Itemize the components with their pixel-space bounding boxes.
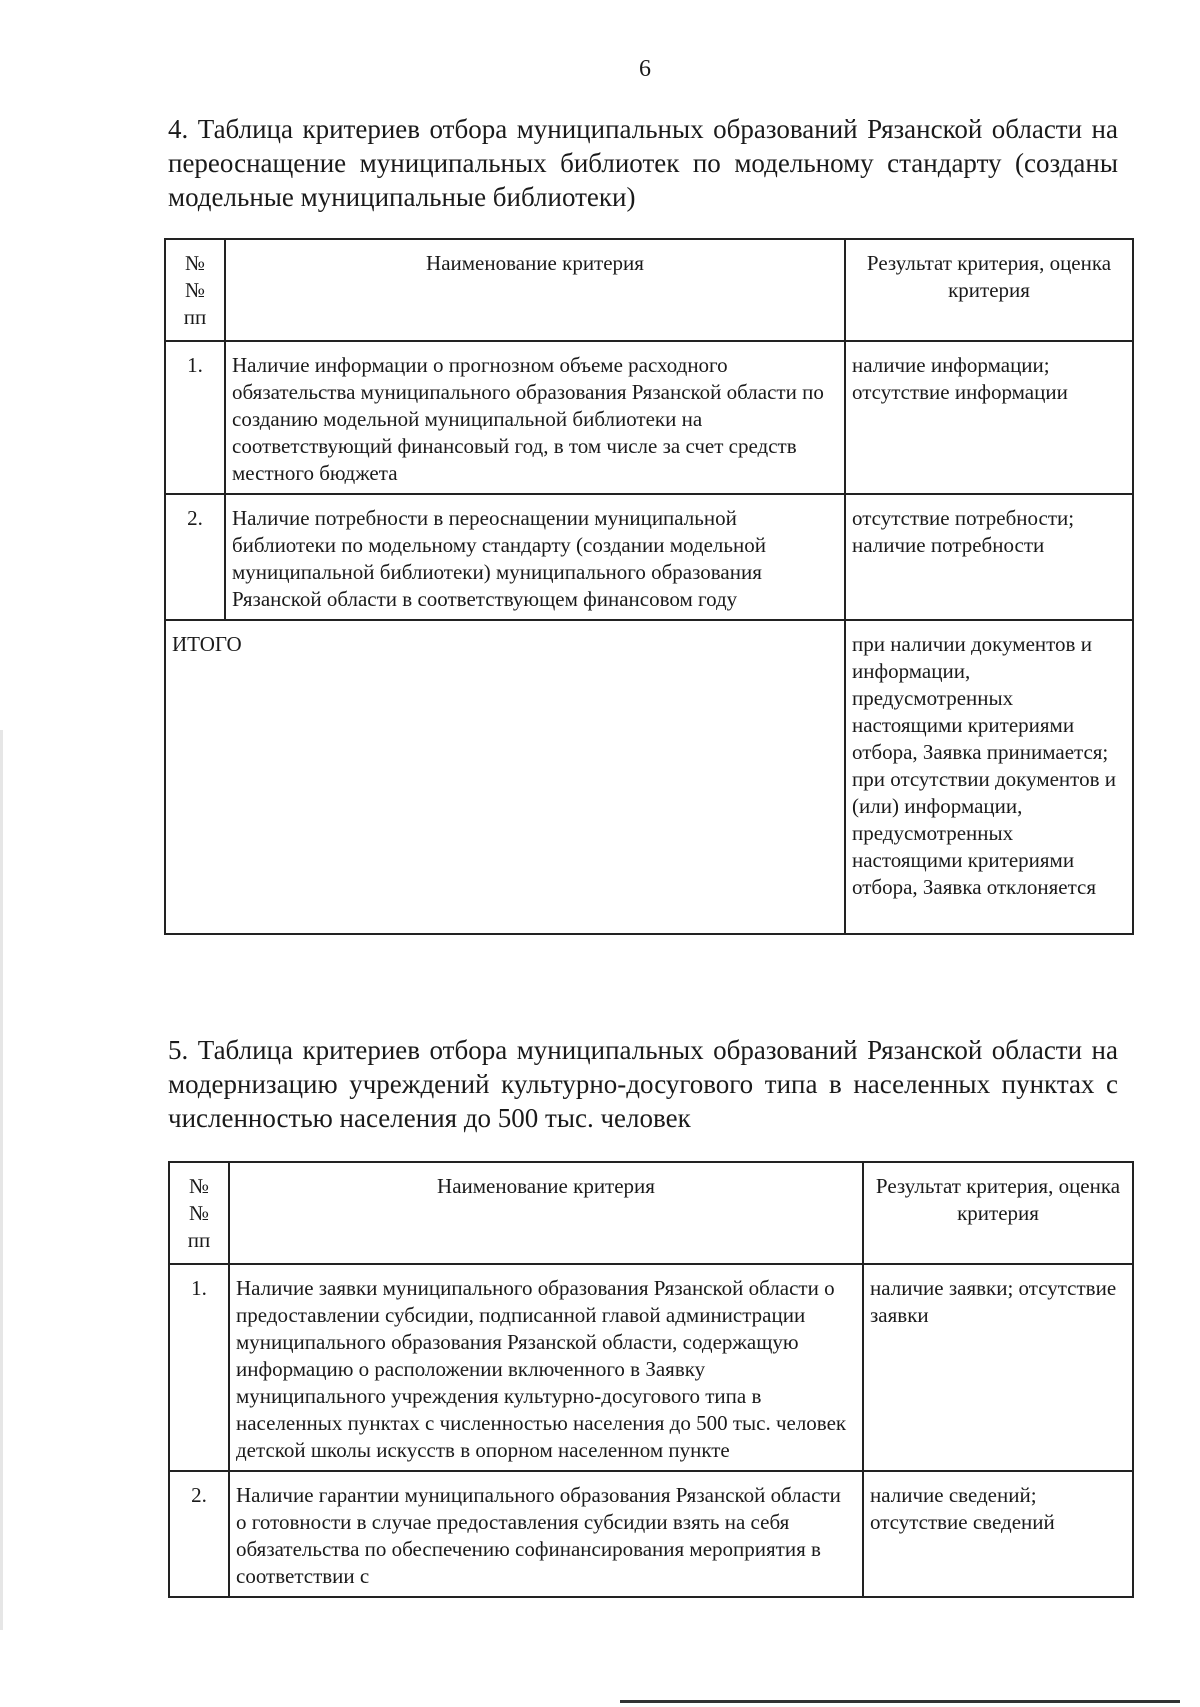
total-result: при наличии документов и информации, предусмотренных настоящими критериями отбора, Заявка принимается; при отсутствии документов и (или) информации, предусмотренных настоящими критериями отбора, Заявка отклоняется — [845, 620, 1133, 934]
criterion-result: наличие информации; отсутствие информации — [845, 341, 1133, 494]
table-row — [165, 494, 1133, 620]
table-header-row — [165, 239, 1133, 341]
criteria-table-4 — [164, 238, 1134, 935]
criterion-result: отсутствие потребности; наличие потребности — [845, 494, 1133, 620]
table-row — [165, 341, 1133, 494]
criterion-result: наличие сведений; отсутствие сведений — [863, 1471, 1133, 1597]
table-header-row — [169, 1162, 1133, 1264]
criteria-table-5 — [168, 1161, 1134, 1598]
page-number: 6 — [639, 56, 651, 82]
total-label: ИТОГО — [165, 620, 845, 934]
criterion-result: наличие заявки; отсутствие заявки — [863, 1264, 1133, 1471]
table-row — [169, 1471, 1133, 1597]
header-number-line: № — [184, 251, 206, 275]
row-number: 2. — [169, 1471, 229, 1597]
header-criterion-result: Результат критерия, оценка критерия — [863, 1162, 1133, 1264]
header-criterion-name: Наименование критерия — [225, 239, 845, 341]
criterion-name: Наличие информации о прогнозном объеме расходного обязательства муниципального образования Рязанской области по созданию модельной муниципальной библиотеки на соответствующий финансовый год, в том числе за счет средств местного бюджета — [225, 341, 845, 494]
header-number-line: пп — [187, 1228, 211, 1252]
row-number: 1. — [165, 341, 225, 494]
scan-margin-shadow — [0, 730, 3, 1630]
criterion-name: Наличие потребности в переоснащении муниципальной библиотеки по модельному стандарту (создании модельной муниципальной библиотеки) муниципального образования Рязанской области в соответствующем финансовом году — [225, 494, 845, 620]
header-number-line: № — [188, 1201, 210, 1225]
total-row — [165, 620, 1133, 934]
table-row — [169, 1264, 1133, 1471]
header-criterion-name: Наименование критерия — [229, 1162, 863, 1264]
header-number-cell — [165, 239, 225, 341]
section-5-title: 5. Таблица критериев отбора муниципальных образований Рязанской области на модернизацию учреждений культурно-досугового типа в населенных пунктах с численностью населения до 500 тыс. человек — [168, 1035, 1118, 1133]
header-number-cell — [169, 1162, 229, 1264]
row-number: 1. — [169, 1264, 229, 1471]
row-number: 2. — [165, 494, 225, 620]
header-number-line: пп — [183, 305, 207, 329]
header-criterion-result: Результат критерия, оценка критерия — [845, 239, 1133, 341]
header-number-line: № — [184, 278, 206, 302]
header-number-line: № — [188, 1174, 210, 1198]
scan-bottom-edge — [620, 1700, 1180, 1703]
criterion-name: Наличие заявки муниципального образования Рязанской области о предоставлении субсидии, подписанной главой администрации муниципального образования Рязанской области, содержащую информацию о расположении включенного в Заявку муниципального учреждения культурно-досугового типа в населенных пунктах с численностью населения до 500 тыс. человек детской школы искусств в опорном населенном пункте — [229, 1264, 863, 1471]
section-4-title: 4. Таблица критериев отбора муниципальных образований Рязанской области на переоснащение муниципальных библиотек по модельному стандарту (созданы модельные муниципальные библиотеки) — [168, 114, 1118, 212]
criterion-name: Наличие гарантии муниципального образования Рязанской области о готовности в случае предоставления субсидии взять на себя обязательства по обеспечению софинансирования мероприятия в соответствии с — [229, 1471, 863, 1597]
